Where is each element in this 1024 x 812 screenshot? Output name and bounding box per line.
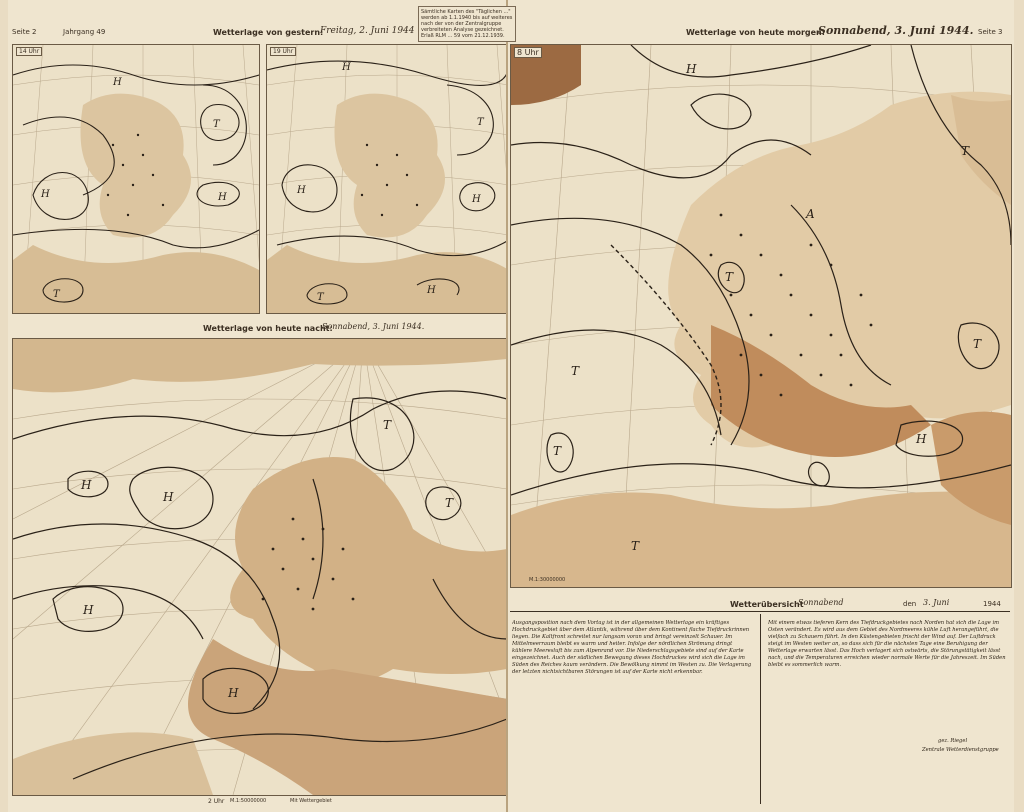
- svg-text:T: T: [725, 270, 734, 284]
- svg-text:A: A: [806, 207, 815, 221]
- svg-text:H: H: [686, 62, 697, 76]
- svg-text:T: T: [383, 418, 392, 432]
- date-yesterday: Freitag, 2. Juni 1944: [320, 26, 415, 36]
- svg-text:H: H: [916, 432, 927, 446]
- overview-den: den: [903, 600, 917, 608]
- svg-text:T: T: [973, 337, 982, 351]
- map-today-drawing: [511, 45, 1011, 587]
- overview-text-right: Mit einem etwas tieferen Kern des Tiefdruckgebietes nach Norden hat sich die Lage im Osten verändert. Es wird aus dem Gebiet des Nordmeeres kühle Luft herangeführt, die vielfach zu Schauern führt. In den Küstengebieten frischt der Wind auf. Der Luftdruck steigt im Westen weiter an, so dass sich für die nächsten Tage eine Beruhigung der Wetterlage erwarten lässt. Das Hoch verlagert sich ostwärts, die Störungstätigkeit lässt nach, und die Temperaturen erreichen wieder normale Werte für die Jahreszeit. Im Süden bleibt es sommerlich warm.: [768, 620, 1006, 668]
- svg-text:T: T: [445, 496, 454, 510]
- night-map-note: Mit Wettergebiet: [290, 798, 332, 804]
- map-night-drawing: [13, 339, 507, 795]
- svg-text:H: H: [218, 192, 227, 203]
- map-night-2h: [12, 338, 508, 796]
- overview-title: Wetterübersicht: [730, 600, 804, 609]
- night-map-time: 2 Uhr: [208, 798, 225, 805]
- svg-text:T: T: [631, 539, 640, 553]
- svg-text:T: T: [53, 289, 60, 300]
- date-night: Sonnabend, 3. Juni 1944.: [322, 322, 425, 331]
- overview-rule: [510, 611, 1010, 612]
- map-time-tag: 14 Uhr: [16, 47, 42, 56]
- svg-text:T: T: [553, 444, 562, 458]
- today-map-scale: M.1:30000000: [529, 577, 566, 583]
- map-today-8h: [510, 44, 1012, 588]
- svg-text:T: T: [961, 144, 970, 158]
- map-yesterday-19h-drawing: [267, 45, 509, 313]
- map-yesterday-14h-drawing: [13, 45, 259, 313]
- svg-text:H: H: [342, 62, 351, 73]
- right-page-label: Seite 3: [978, 28, 1003, 36]
- svg-text:T: T: [571, 364, 580, 378]
- volume-label: Jahrgang 49: [63, 28, 106, 36]
- left-page-label: Seite 2: [12, 28, 37, 36]
- date-today: Sonnabend, 3. Juni 1944.: [818, 24, 974, 37]
- svg-text:H: H: [297, 185, 306, 196]
- overview-day: Sonnabend: [798, 598, 844, 607]
- overview-year: 1944: [983, 600, 1001, 608]
- header-yesterday: Wetterlage von gestern:: [213, 28, 324, 37]
- overlay-note: Sämtliche Karten des "Täglichen ..." werden ab 1.1.1940 bis auf weiteres nach der von der Zentralgruppe verbreiteten Analyse gezeichnet. Erlaß RLM ... 59 vom 21.12.1939.: [418, 6, 516, 42]
- svg-text:T: T: [317, 292, 324, 303]
- map-yesterday-14h: [12, 44, 260, 314]
- overview-date: 3. Juni: [923, 598, 950, 607]
- svg-text:H: H: [41, 189, 50, 200]
- svg-text:H: H: [113, 77, 122, 88]
- signature-title: Zentrale Wetterdienstgruppe: [922, 747, 999, 753]
- svg-text:H: H: [81, 478, 92, 492]
- header-night: Wetterlage von heute nacht:: [203, 324, 333, 333]
- map-time-tag: 8 Uhr: [514, 47, 542, 58]
- column-divider: [760, 614, 761, 804]
- svg-text:H: H: [83, 603, 94, 617]
- right-page: [508, 0, 1014, 812]
- night-map-scale: M.1:50000000: [230, 798, 267, 804]
- overview-text-left: Ausgangsposition nach dem Vortag ist in der allgemeinen Wetterlage ein kräftiges Hochdruckgebiet über dem Atlantik, während über dem Kontinent flache Tiefdruckrinnen liegen. Die Kaltfront schreitet nur langsam voran und bringt vereinzelt Schauer. Im Mittelmeerraum bleibt es warm und heiter. Infolge der nördlichen Strömung dringt kühlere Meeresluft bis zum Alpenrand vor. Die Niederschlagsgebiete sind auf der Karte eingezeichnet. Auch der südlichen Bewegung dieses Hochdruckes wird sich die Lage im Süden des Reiches kaum verändern. Die Bewölkung nimmt im Westen zu. Die Verlagerung der letzten nichtsichtbaren Störungen ist auf der Karte nicht erkennbar.: [512, 620, 752, 675]
- left-page: [8, 0, 508, 812]
- signature-name: gez. Riegel: [938, 738, 968, 744]
- map-time-tag: 19 Uhr: [270, 47, 296, 56]
- svg-text:H: H: [472, 194, 481, 205]
- svg-text:H: H: [163, 490, 174, 504]
- svg-text:T: T: [213, 119, 220, 130]
- svg-text:H: H: [427, 285, 436, 296]
- svg-text:T: T: [477, 117, 484, 128]
- map-yesterday-19h: [266, 44, 510, 314]
- header-today: Wetterlage von heute morgen:: [686, 28, 825, 37]
- svg-text:H: H: [228, 686, 239, 700]
